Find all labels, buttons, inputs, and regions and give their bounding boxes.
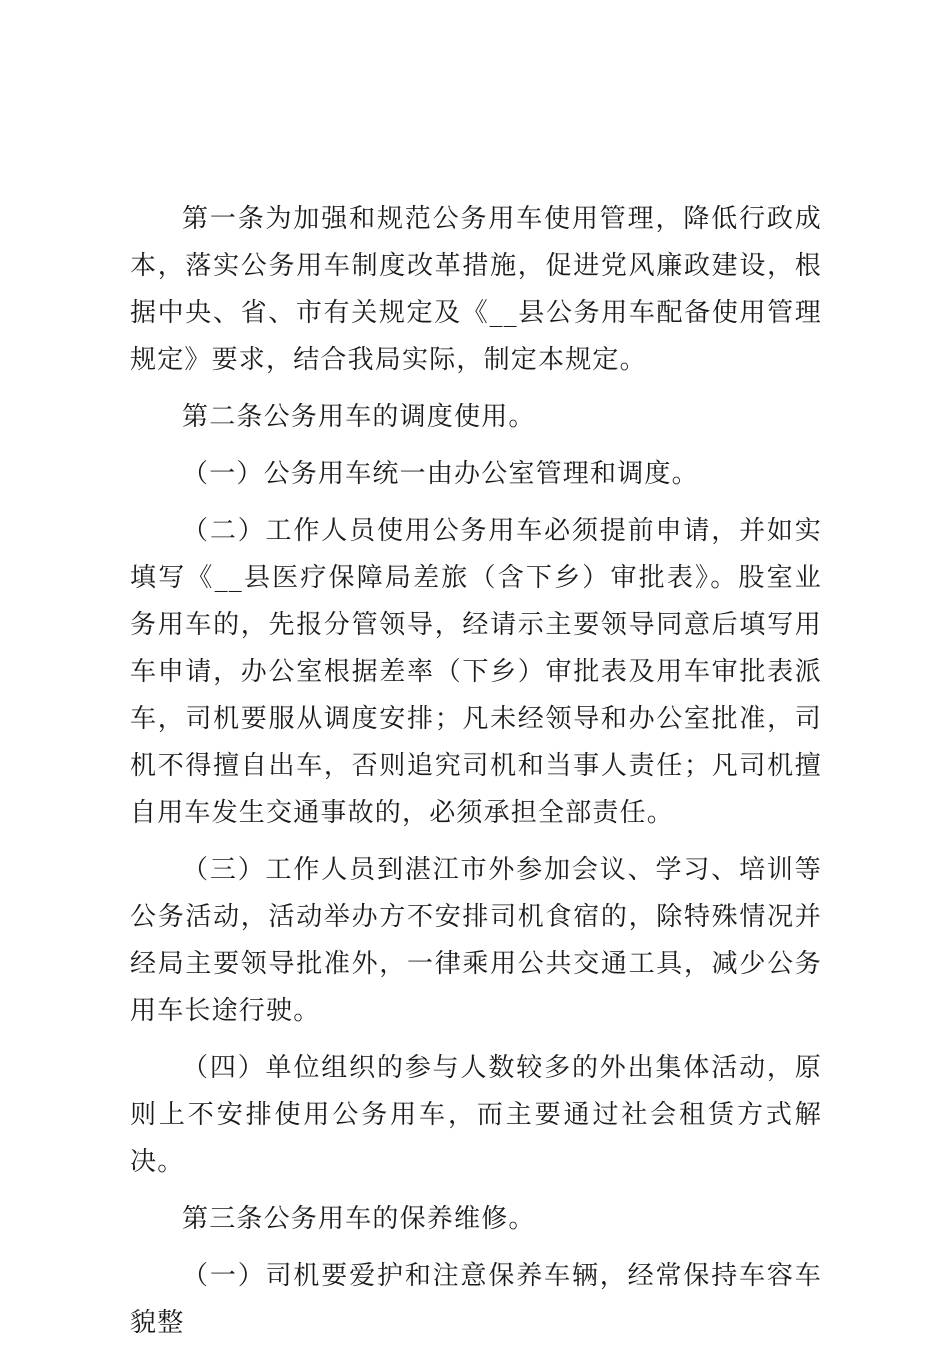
paragraph-article-3-item-1: （一）司机要爱护和注意保养车辆，经常保持车容车貌整 <box>130 1261 822 1338</box>
paragraph-article-3-heading: 第三条公务用车的保养维修。 <box>182 1204 536 1234</box>
document-body <box>130 196 822 1357</box>
paragraph-item-2: （二）工作人员使用公务用车必须提前申请，并如实填写《__县医疗保障局差旅（含下乡）审批表》。股室业务用车的，先报分管领导，经请示主要领导同意后填写用车申请，办公室根据差率（下乡）审批表及用车审批表派车，司机要服从调度安排；凡未经领导和办公室批准，司机不得擅自出车，否则追究司机和当事人责任；凡司机擅自用车发生交通事故的，必须承担全部责任。 <box>130 516 822 828</box>
paragraph-item-3: （三）工作人员到湛江市外参加会议、学习、培训等公务活动，活动举办方不安排司机食宿的，除特殊情况并经局主要领导批准外，一律乘用公共交通工具，减少公务用车长途行驶。 <box>130 855 822 1026</box>
paragraph-article-2-heading: 第二条公务用车的调度使用。 <box>182 402 536 432</box>
paragraph-item-4: （四）单位组织的参与人数较多的外出集体活动，原则上不安排使用公务用车，而主要通过社会租赁方式解决。 <box>130 1053 822 1177</box>
paragraph-item-1: （一）公务用车统一由办公室管理和调度。 <box>182 459 699 489</box>
paragraph-article-1: 第一条为加强和规范公务用车使用管理，降低行政成本，落实公务用车制度改革措施，促进党风廉政建设，根据中央、省、市有关规定及《__县公务用车配备使用管理规定》要求，结合我局实际，制定本规定。 <box>130 204 822 375</box>
